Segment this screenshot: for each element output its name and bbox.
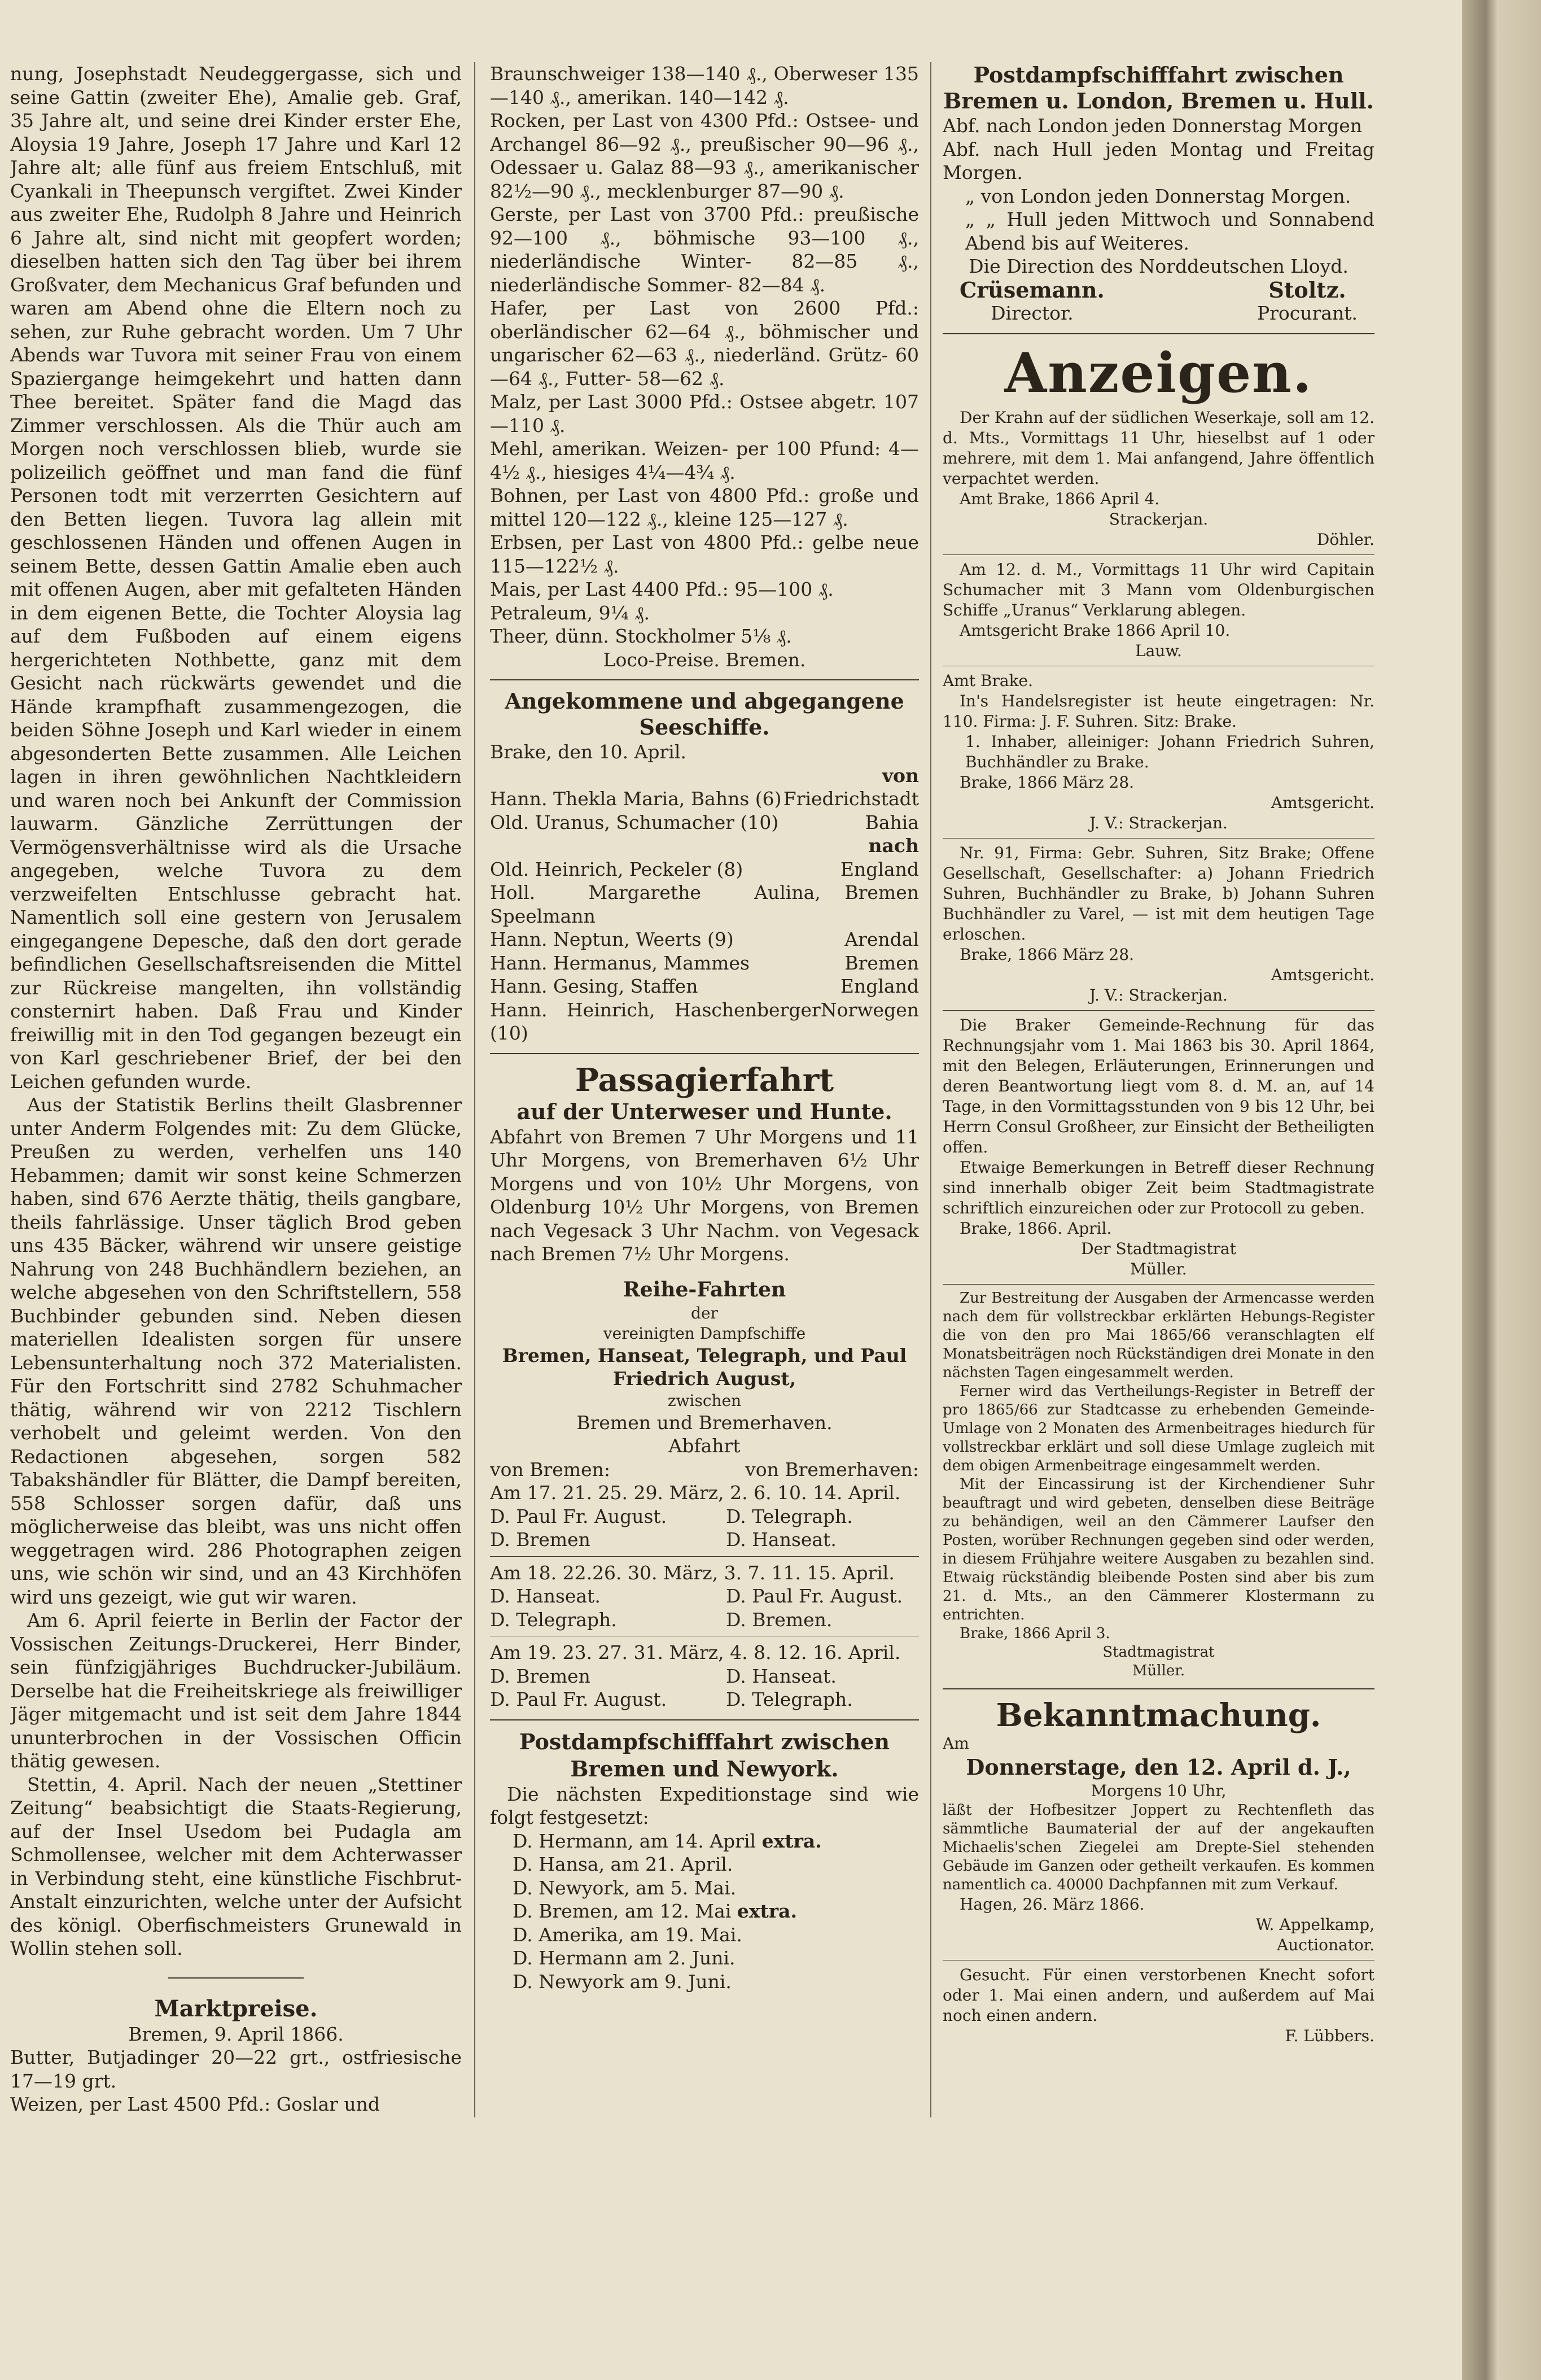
- reihe-ship-left: D. Hanseat.: [490, 1585, 601, 1607]
- advert: [943, 671, 1374, 833]
- column-middle: [490, 62, 919, 2123]
- table-row: [490, 975, 919, 998]
- bek-date: Donnerstage, den 12. April d. J.,: [966, 1754, 1351, 1780]
- reihe-dates: Am 17. 21. 25. 29. März, 2. 6. 10. 14. April.: [490, 1482, 901, 1504]
- reihe-ships: Bremen, Hanseat, Telegraph, und Paul Friedrich August,: [502, 1344, 907, 1390]
- section-rule: [490, 1719, 919, 1720]
- ship-place: England: [840, 975, 919, 997]
- price-line: Mais, per Last 4400 Pfd.: 95—100 ₰.: [490, 578, 834, 600]
- section-rule: [168, 1977, 304, 1979]
- ship-name: Old. Heinrich, Peckeler (8): [490, 858, 743, 880]
- article-paragraph: Aus der Statistik Berlins theilt Glasbrenner unter Anderm Folgendes mit: Zu dem Glücke, Preußen zu werden, verhelfen uns 140 Hebammen; damit wir sonst keine Schmerzen haben, sind 676 Aerzte thätig, theils gangbare, theils fahrlässige. Unser täglich Brod geben uns 435 Bäcker, während wir unsere geistige Nahrung von 248 Buchhändlern beziehen, an welche abgesehen von den Schriftstellern, 558 Buchbinder gebunden sind. Neben diesen materiellen Idealisten sorgen für unsere Lebensunterhaltung noch 372 Materialisten. Für den Fortschritt sind 2782 Schuhmacher thätig, während wir von 2212 Tischlern verhobelt und geleimt werden. Von den Redactionen abgesehen, sorgen 582 Tabakshändler für Blätter, die Dampf bereiten, 558 Schlosser sorgen dafür, daß uns möglicherweise das bleibt, was uns nicht offen weggetragen wird. 286 Photographen zeigen uns, wie schön wir sind, und an 43 Kirchhöfen wird uns gezeigt, wie gut wir waren.: [10, 1094, 462, 1608]
- ship-place: Friedrichstadt: [783, 788, 919, 810]
- ny-trip: D. Hansa, am 21. April.: [513, 1853, 733, 1875]
- advert: [943, 560, 1374, 661]
- section-rule: [490, 1556, 919, 1557]
- bekanntmachung-title: Bekanntmachung.: [996, 1696, 1321, 1734]
- ships-nach-label: nach: [868, 835, 919, 857]
- ship-place: Bremen: [844, 881, 919, 903]
- lloyd-line: Abf. nach London jeden Donnerstag Morgen: [943, 115, 1363, 137]
- ship-name: Holl. Margarethe Aulina, Speelmann: [490, 881, 821, 927]
- advert-place: Brake, 1866 April 3.: [960, 1624, 1110, 1642]
- section-rule: [943, 1688, 1374, 1689]
- market-line: Weizen, per Last 4500 Pfd.: Goslar und: [10, 2093, 380, 2115]
- bek-am: Am: [943, 1733, 969, 1753]
- lloyd-line: „ „ Hull jeden Mittwoch und Sonnabend Abend bis auf Weiteres.: [965, 208, 1374, 254]
- lloyd-line: Abf. nach Hull jeden Montag und Freitag Morgen.: [943, 138, 1374, 184]
- table-row: [490, 928, 919, 951]
- lloyd-direction: Die Direction des Norddeutschen Lloyd.: [969, 255, 1349, 277]
- reihe-title: Reihe-Fahrten: [623, 1277, 786, 1302]
- price-line: Rocken, per Last von 4300 Pfd.: Ostsee- und Archangel 86—92 ₰., preußischer 90—96 ₰., Odessaer u. Galaz 88—93 ₰., amerikanischer 82½—90 ₰., mecklenburger 87—90 ₰.: [490, 110, 919, 202]
- column-divider: [930, 62, 931, 2117]
- advert-place: Amtsgericht Brake 1866 April 10.: [960, 621, 1231, 640]
- reihe-abfahrt: Abfahrt: [668, 1435, 741, 1457]
- ship-name: Hann. Heinrich, Haschenberger (10): [490, 998, 821, 1044]
- advert-place: Brake, 1866. April.: [960, 1219, 1112, 1238]
- article-paragraph: Stettin, 4. April. Nach der neuen „Stettiner Zeitung“ beabsichtigt die Staats-Regierung, auf der Insel Usedom bei Pudagla am Schmollensee, welcher mit dem Achterwasser in Verbindung steht, eine künstliche Fischbrut-Anstalt einzurichten, welche unter der Aufsicht des königl. Oberfischmeisters Grunewald in Wollin stehen soll.: [10, 1773, 462, 1959]
- passage-title: Passagierfahrt: [575, 1061, 834, 1099]
- ship-place: Norwegen: [820, 998, 919, 1021]
- ship-name: Hann. Neptun, Weerts (9): [490, 928, 734, 950]
- reihe-ship-right: D. Bremen.: [726, 1608, 833, 1631]
- article-paragraph: nung, Josephstadt Neudeggergasse, sich und seine Gattin (zweiter Ehe), Amalie geb. Graf, 35 Jahre alt, und seine drei Kinder erster Ehe, Aloysia 19 Jahre, Joseph 17 Jahre und Karl 12 Jahre alt; alle fünf aus freiem Entschluß, mit Cyankali in Theepunsch vergiftet. Zwei Kinder aus zweiter Ehe, Rudolph 8 Jahre und Heinrich 6 Jahre alt, sind nicht mit geopfert worden; dieselben hatten sich den Tag über bei ihrem Großvater, dem Mechanicus Graf befunden und waren am Abend ohne die Eltern noch zu sehen, zur Ruhe gebracht worden. Um 7 Uhr Abends war Tuvora mit seiner Frau von einem Spaziergange heimgekehrt und hatten dann Thee bereitet. Später fand die Magd das Zimmer verschlossen. Als die Thür auch am Morgen noch verschlossen blieb, wurde sie polizeilich geöffnet und man fand die fünf Personen todt mit verzerrten Gesichtern auf den Betten liegen. Tuvora lag allein mit geschlossenen Händen und offenen Augen in seinem Bette, dessen Gattin Amalie eben auch mit offenen Augen, aber mit gefalteten Händen in dem eigenen Bette, die Tochter Aloysia lag auf dem Fußboden auf einem eigens hergerichteten Nothbette, ganz mit dem Gesicht nach rückwärts gewendet und die Hände krampfhaft zusammengezogen, die beiden Söhne Joseph und Karl wieder in einem abgesonderten Bette zusammen. Alle Leichen lagen in ihren gewöhnlichen Nachtkleidern und waren noch bei Ankunft der Commission lauwarm. Gänzliche Zerrüttungen der Vermögensverhältnisse wird als die Ursache angegeben, welche Tuvora zu dem verzweifelten Entschlusse gebracht hat. Namentlich soll eine gestern von Jerusalem eingegangene Depesche, daß den dort gerade befindlichen Gesellschaftsreisenden die Mittel zur Rückreise mangelten, ihn vollständig consternirt haben. Daß Frau und Kinder freiwillig mit in den Tod gegangen bezeugt ein von Karl geschriebener Brief, der bei den Leichen gefunden wurde.: [10, 63, 462, 1093]
- column-left: [10, 62, 462, 2123]
- price-line: Malz, per Last 3000 Pfd.: Ostsee abgetr. 107—110 ₰.: [490, 391, 919, 436]
- reihe-from-bremerhaven: von Bremerhaven:: [745, 1458, 919, 1481]
- reihe-row: [490, 1608, 919, 1632]
- reihe-ship-right: D. Hanseat.: [726, 1529, 837, 1551]
- advert-text: 1. Inhaber, alleiniger: Johann Friedrich Suhren, Buchhändler zu Brake.: [965, 732, 1374, 771]
- reihe-ship-right: D. Telegraph.: [726, 1688, 853, 1710]
- ship-place: Bremen: [844, 951, 919, 974]
- reihe-row: [490, 1528, 919, 1552]
- table-row: [490, 881, 919, 928]
- reihe-ship-right: D. Paul Fr. August.: [726, 1585, 903, 1607]
- advert-text: Zur Bestreitung der Ausgaben der Armencasse werden nach dem für vollstreckbar erklärten Hebungs-Register die von den pro Mai 1865/66 veranschlagten elf Monatsbeiträgen noch Rückständigen drei Monate in den nächsten Tagen eingesammelt werden.: [943, 1289, 1374, 1381]
- lloyd-sig-role: Procurant.: [1257, 302, 1358, 324]
- ship-place: Bahia: [865, 811, 919, 833]
- advert-signature: Müller.: [1130, 1259, 1187, 1278]
- bek-place: Hagen, 26. März 1866.: [960, 1894, 1145, 1914]
- article-paragraph: Am 6. April feierte in Berlin der Factor der Vossischen Zeitungs-Druckerei, Herr Binder, sein fünfzigjähriges Buchdrucker-Jubiläum. Derselbe hat die Freiheitskriege als freiwilliger Jäger mitgemacht und ist seit dem Jahre 1844 ununterbrochen in der Vossischen Officin thätig gewesen.: [10, 1609, 462, 1772]
- bek-signature: W. Appelkamp,: [1255, 1915, 1374, 1934]
- price-line: Gerste, per Last von 3700 Pfd.: preußische 92—100 ₰., böhmische 93—100 ₰., niederländische Winter- 82—85 ₰., niederländische Sommer- 82—84 ₰.: [490, 203, 919, 296]
- book-page-edge: [1462, 0, 1541, 2380]
- ny-trip: D. Newyork, am 5. Mai.: [513, 1876, 737, 1899]
- market-title: Marktpreise.: [154, 1995, 318, 2022]
- reihe-ship-left: D. Paul Fr. August.: [490, 1688, 667, 1710]
- price-line: Theer, dünn. Stockholmer 5⅛ ₰.: [490, 625, 792, 647]
- gesucht-signature: F. Lübbers.: [1285, 2026, 1374, 2045]
- ship-place: Arendal: [844, 928, 919, 950]
- section-rule: [943, 1010, 1374, 1011]
- advert-text: Der Krahn auf der südlichen Weserkaje, soll am 12. d. Mts., Vormittags 11 Uhr, hieselbst auf 1 oder mehrere, mit dem 1. Mai anfangend, Jahre öffentlich verpachtet werden.: [943, 408, 1374, 488]
- reihe-header-row: [490, 1458, 919, 1482]
- ship-name: Hann. Hermanus, Mammes: [490, 951, 750, 974]
- advert: [943, 1289, 1374, 1680]
- reihe-der: der: [691, 1303, 718, 1322]
- lloyd-line: „ von London jeden Donnerstag Morgen.: [965, 185, 1351, 207]
- passage-subtitle: auf der Unterweser und Hunte.: [516, 1098, 892, 1124]
- column-right: [943, 62, 1374, 2123]
- advert: [943, 843, 1374, 1006]
- advert-court: Stadtmagistrat: [1102, 1643, 1215, 1661]
- advert-signature: J. V.: Strackerjan.: [1089, 985, 1228, 1005]
- advert-text: In's Handelsregister ist heute eingetragen: Nr. 110. Firma: J. F. Suhren. Sitz: Brake.: [943, 691, 1374, 731]
- advert-text: Am 12. d. M., Vormittags 11 Uhr wird Capitain Schumacher mit 3 Mann vom Oldenburgischen Schiffe „Uranus“ Verklarung ablegen.: [943, 560, 1374, 619]
- reihe-zwischen: zwischen: [667, 1391, 742, 1410]
- section-rule: [943, 554, 1374, 555]
- reihe-route: Bremen und Bremerhaven.: [576, 1411, 833, 1434]
- reihe-ship-left: D. Bremen: [490, 1529, 590, 1551]
- price-line: Erbsen, per Last von 4800 Pfd.: gelbe neue 115—122½ ₰.: [490, 531, 919, 577]
- ships-von-label: von: [882, 764, 919, 787]
- lloyd-sig-name: Crüsemann.: [960, 277, 1105, 303]
- ship-name: Hann. Thekla Maria, Bahns (6): [490, 788, 782, 810]
- section-rule: [490, 679, 919, 680]
- advert-signature: Lauw.: [1135, 641, 1182, 660]
- advert-signature: Döhler.: [1316, 530, 1374, 549]
- gesucht-text: Gesucht. Für einen verstorbenen Knecht sofort oder 1. Mai einen andern, und außerdem auf Mai noch einen andern.: [943, 1965, 1374, 2025]
- reihe-ship-right: D. Hanseat.: [726, 1665, 837, 1687]
- lloyd-sig-name: Stoltz.: [1268, 277, 1346, 303]
- section-rule: [943, 838, 1374, 839]
- ny-trip: D. Hermann, am 14. April extra.: [513, 1829, 822, 1852]
- reihe-sub: vereinigten Dampfschiffe: [603, 1324, 806, 1343]
- column-divider: [474, 62, 475, 2117]
- ny-trip: D. Bremen, am 12. Mai extra.: [513, 1900, 797, 1922]
- ny-trip: D. Amerika, am 19. Mai.: [513, 1923, 742, 1946]
- reihe-row: [490, 1505, 919, 1529]
- advert-signature: Müller.: [1132, 1662, 1185, 1679]
- ships-title: Angekommene und abgegangene Seeschiffe.: [505, 688, 904, 740]
- price-line: Mehl, amerikan. Weizen- per 100 Pfund: 4—4½ ₰., hiesiges 4¼—4¾ ₰.: [490, 438, 919, 483]
- ship-name: Hann. Gesing, Staffen: [490, 975, 698, 997]
- ships-departed-table: [490, 858, 919, 1045]
- table-row: [490, 787, 919, 811]
- table-row: [490, 858, 919, 881]
- section-rule: [490, 1053, 919, 1054]
- ship-place: England: [840, 858, 919, 880]
- reihe-block: [490, 1561, 919, 1632]
- price-line: Hafer, per Last von 2600 Pfd.: oberländischer 62—64 ₰., böhmischer und ungarischer 62—63 ₰., niederländ. Grütz- 60—64 ₰., Futter- 58—62 ₰.: [490, 297, 919, 390]
- table-row: [490, 951, 919, 975]
- section-rule: [943, 333, 1374, 334]
- reihe-ship-left: D. Paul Fr. August.: [490, 1505, 667, 1527]
- bek-time: Morgens 10 Uhr,: [1091, 1781, 1227, 1800]
- lloyd-sig-role: Director.: [991, 302, 1074, 324]
- advert: [943, 1015, 1374, 1279]
- reihe-row: [490, 1688, 919, 1711]
- ships-date: Brake, den 10. April.: [490, 741, 686, 763]
- price-line: Petraleum, 9¼ ₰.: [490, 601, 650, 624]
- advert-text: Etwaige Bemerkungen in Betreff dieser Rechnung sind innerhalb obiger Zeit beim Stadtmagistrate schriftlich einzureichen oder zur Protocoll zu geben.: [943, 1158, 1374, 1217]
- advert-place: Brake, 1866 März 28.: [960, 945, 1135, 964]
- passage-text: Abfahrt von Bremen 7 Uhr Morgens und 11 Uhr Morgens, von Bremerhaven 6½ Uhr Morgens und von 10½ Uhr Morgens, von Oldenburg 10½ Uhr Morgens, von Bremen nach Vegesack 3 Uhr Nachm. von Vegesack nach Bremen 7½ Uhr Morgens.: [490, 1125, 919, 1265]
- ships-arrived-table: [490, 787, 919, 834]
- advert: [943, 408, 1374, 550]
- advert-text: Ferner wird das Vertheilungs-Register in Betreff der pro 1865/66 zur Stadtcasse zu erhebenden Gemeinde-Umlage von 2 Monaten des Armenbeitrages hiedurch für vollstreckbar erklärt und soll diese Umlage zugleich mit dem obigen Armenbeitrage eingesammelt werden.: [943, 1382, 1374, 1474]
- reihe-from-bremen: von Bremen:: [490, 1458, 611, 1481]
- ny-trip: D. Newyork am 9. Juni.: [513, 1970, 732, 1993]
- price-line: Braunschweiger 138—140 ₰., Oberweser 135—140 ₰., amerikan. 140—142 ₰.: [490, 63, 919, 108]
- market-line: Butter, Butjadinger 20—22 grt., ostfriesische 17—19 grt.: [10, 2046, 462, 2092]
- reihe-ship-left: D. Telegraph.: [490, 1608, 617, 1631]
- advert-court: Der Stadtmagistrat: [1081, 1239, 1236, 1258]
- reihe-dates: Am 19. 23. 27. 31. März, 4. 8. 12. 16. April.: [490, 1641, 901, 1663]
- bek-text: läßt der Hofbesitzer Joppert zu Rechtenfleth das sämmtliche Baumaterial der auf der angekauften Michaelis'schen Ziegelei am Drepte-Siel stehenden Gebäude im Ganzen oder getheilt verkaufen. Es kommen namentlich ca. 40000 Dachpfannen mit zum Verkauf.: [943, 1801, 1374, 1893]
- advert-place: Amt Brake, 1866 April 4.: [960, 489, 1160, 508]
- advert-heading: Amt Brake.: [943, 671, 1034, 690]
- ny-trip: D. Hermann am 2. Juni.: [513, 1947, 736, 1969]
- ship-name: Old. Uranus, Schumacher (10): [490, 811, 779, 833]
- lloyd-title: Postdampfschifffahrt zwischen Bremen u. London, Bremen u. Hull.: [943, 62, 1374, 113]
- advert-court: Amtsgericht.: [1271, 793, 1374, 812]
- reihe-block: [490, 1481, 919, 1552]
- table-row: [490, 998, 919, 1045]
- advert-text: Die Braker Gemeinde-Rechnung für das Rechnungsjahr vom 1. Mai 1863 bis 30. April 1864, mit den Belegen, Erläuterungen, Erinnerungen und deren Beantwortung liegt vom 8. d. M. an, auf 14 Tage, in den Vormittagsstunden von 9 bis 12 Uhr, bei Herrn Consul Großheer, zur Einsicht der Betheiligten offen.: [943, 1015, 1374, 1156]
- section-rule: [943, 1284, 1374, 1285]
- price-line: Bohnen, per Last von 4800 Pfd.: große und mittel 120—122 ₰., kleine 125—127 ₰.: [490, 484, 919, 530]
- lloyd-signatures: [943, 278, 1374, 325]
- ny-intro: Die nächsten Expeditionstage sind wie folgt festgesetzt:: [490, 1783, 919, 1828]
- advert-text: Nr. 91, Firma: Gebr. Suhren, Sitz Brake; Offene Gesellschaft, Gesellschafter: a) Johann Friedrich Suhren, Buchhändler zu Brake, b) Johann Suhren Buchhändler zu Varel, — ist mit dem heutigen Tage erloschen.: [943, 843, 1374, 944]
- prices-footer: Loco-Preise. Bremen.: [603, 648, 806, 671]
- reihe-block: [490, 1641, 919, 1711]
- advert-place: Brake, 1866 März 28.: [960, 772, 1135, 792]
- advert-signature: J. V.: Strackerjan.: [1089, 813, 1228, 832]
- bek-role: Auctionator.: [1276, 1935, 1374, 1954]
- reihe-ship-left: D. Bremen: [490, 1665, 590, 1687]
- reihe-ship-right: D. Telegraph.: [726, 1505, 853, 1527]
- advert-court: Amtsgericht.: [1271, 965, 1374, 984]
- anzeigen-title: Anzeigen.: [1004, 340, 1313, 405]
- reihe-row: [490, 1665, 919, 1688]
- reihe-row: [490, 1584, 919, 1608]
- reihe-dates: Am 18. 22.26. 30. März, 3. 7. 11. 15. April.: [490, 1561, 895, 1584]
- ny-title: Postdampfschifffahrt zwischen Bremen und Newyork.: [519, 1728, 890, 1781]
- advert-text: Mit der Eincassirung ist der Kirchendiener Suhr beauftragt und wird gebeten, denselben diese Beiträge zu behändigen, weil an den Cämmerer Laufser den Posten, worüber Rechnungen gegeben sind oder werden, in diesem Frühjahre weitere Ausgaben zu bezahlen sind. Etwaig rückständig bleibende Posten sind aber bis zum 21. d. Mts., an den Cämmerer Klostermann zu entrichten.: [943, 1475, 1374, 1623]
- market-date: Bremen, 9. April 1866.: [128, 2023, 344, 2045]
- table-row: [490, 811, 919, 835]
- advert-signature: Strackerjan.: [1109, 509, 1209, 529]
